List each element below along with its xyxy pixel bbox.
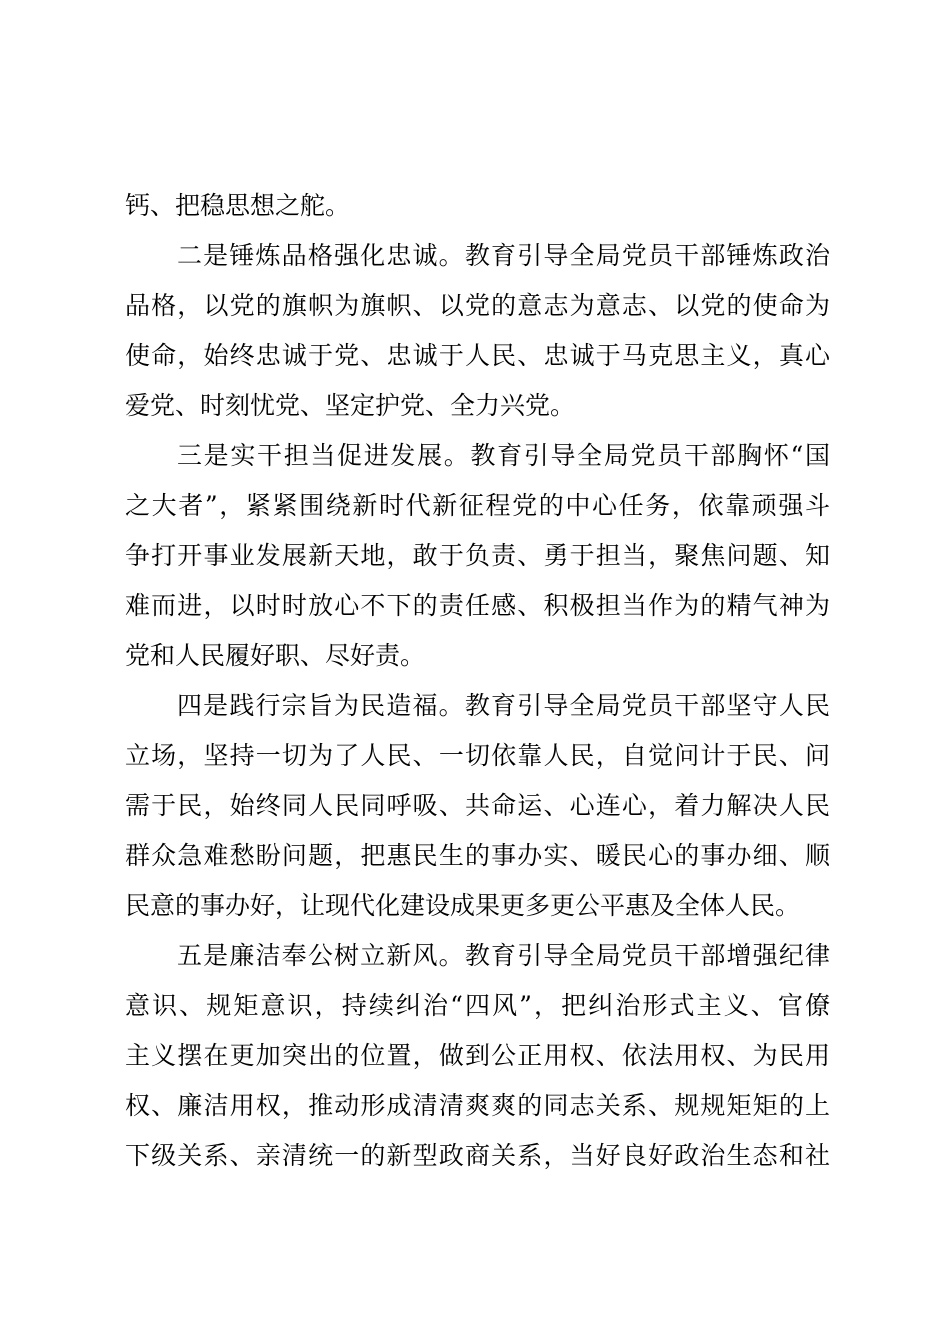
text-line: 下级关系、亲清统一的新型政商关系，当好良好政治生态和社 <box>125 1141 830 1170</box>
text-line: 爱党、时刻忧党、坚定护党、全力兴党。 <box>125 391 576 420</box>
text-line: 争打开事业发展新天地，敢于负责、勇于担当，聚焦问题、知 <box>125 541 830 570</box>
text-line: 需于民，始终同人民同呼吸、共命运、心连心，着力解决人民 <box>125 791 830 820</box>
text-line: 民意的事办好，让现代化建设成果更多更公平惠及全体人民。 <box>125 891 801 920</box>
text-line: 之大者”，紧紧围绕新时代新征程党的中心任务，依靠顽强斗 <box>125 491 830 520</box>
text-line: 权、廉洁用权，推动形成清清爽爽的同志关系、规规矩矩的上 <box>125 1091 830 1120</box>
text-line: 主义摆在更加突出的位置，做到公正用权、依法用权、为民用 <box>125 1041 830 1070</box>
text-line: 立场，坚持一切为了人民、一切依靠人民，自觉问计于民、问 <box>125 741 830 770</box>
text-line: 使命，始终忠诚于党、忠诚于人民、忠诚于马克思主义，真心 <box>125 341 830 370</box>
text-line: 四是践行宗旨为民造福。教育引导全局党员干部坚守人民 <box>177 691 830 720</box>
text-line: 钙、把稳思想之舵。 <box>125 191 351 220</box>
text-line: 难而进，以时时放心不下的责任感、积极担当作为的精气神为 <box>125 591 830 620</box>
text-line: 品格，以党的旗帜为旗帜、以党的意志为意志、以党的使命为 <box>125 291 830 320</box>
text-line: 五是廉洁奉公树立新风。教育引导全局党员干部增强纪律 <box>177 941 830 970</box>
text-line: 三是实干担当促进发展。教育引导全局党员干部胸怀“国 <box>177 441 830 470</box>
text-line: 二是锤炼品格强化忠诚。教育引导全局党员干部锤炼政治 <box>177 241 830 270</box>
text-line: 党和人民履好职、尽好责。 <box>125 641 426 670</box>
text-line: 意识、规矩意识，持续纠治“四风”，把纠治形式主义、官僚 <box>125 991 830 1020</box>
text-line: 群众急难愁盼问题，把惠民生的事办实、暖民心的事办细、顺 <box>125 841 830 870</box>
